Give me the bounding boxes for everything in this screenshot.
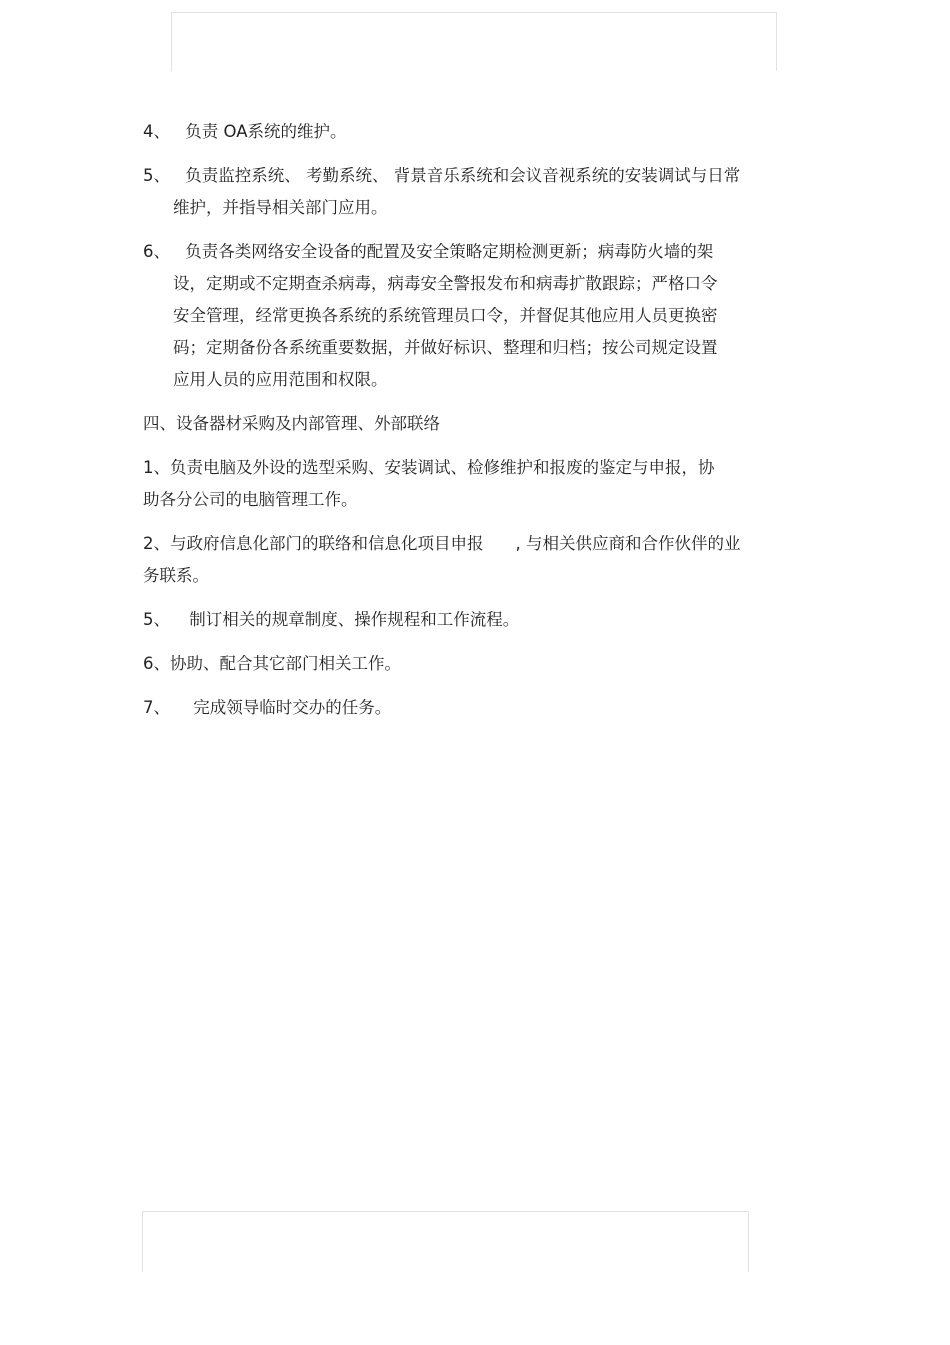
line: 应用人员的应用范围和权限。 xyxy=(173,370,388,389)
list-item-6 xyxy=(143,236,793,396)
line: 6、协助、配合其它部门相关工作。 xyxy=(143,654,401,673)
list-item-5 xyxy=(143,160,793,224)
document-body xyxy=(143,116,793,736)
list-item-b2 xyxy=(143,528,793,592)
item-text: 完成领导临时交办的任务。 xyxy=(193,698,392,717)
list-item-b6 xyxy=(143,648,793,680)
list-item-b5 xyxy=(143,604,793,636)
line: 1、负责电脑及外设的选型采购、安装调试、检修维护和报废的鉴定与申报，协 xyxy=(143,458,715,477)
list-item-4 xyxy=(143,116,793,148)
item-text: 负责监控系统、 考勤系统、 背景音乐系统和会议音视系统的安装调试与日常 xyxy=(185,166,741,185)
page-frame-bottom xyxy=(142,1211,749,1272)
line xyxy=(143,528,793,560)
line: 助各分公司的电脑管理工作。 xyxy=(143,490,358,509)
line xyxy=(143,116,793,148)
line xyxy=(143,160,793,192)
item-text: 负责 OA系统的维护。 xyxy=(185,122,347,141)
page-frame-top xyxy=(171,12,777,71)
list-item-b1 xyxy=(143,452,793,516)
line: 设，定期或不定期查杀病毒，病毒安全警报发布和病毒扩散跟踪；严格口令 xyxy=(173,274,718,293)
line-part: 2、与政府信息化部门的联络和信息化项目申报 xyxy=(143,534,484,553)
line: 安全管理，经常更换各系统的系统管理员口令，并督促其他应用人员更换密 xyxy=(173,306,718,325)
item-text: 负责各类网络安全设备的配置及安全策略定期检测更新；病毒防火墙的架 xyxy=(185,242,714,261)
item-number: 7、 xyxy=(143,698,170,717)
line xyxy=(143,692,793,724)
item-number: 4、 xyxy=(143,122,170,141)
line: 务联系。 xyxy=(143,566,209,585)
line-part: , 与相关供应商和合作伙伴的业 xyxy=(515,534,741,553)
section-heading: 四、设备器材采购及内部管理、外部联络 xyxy=(143,414,440,433)
line xyxy=(143,236,793,268)
item-number: 5、 xyxy=(143,166,170,185)
item-text: 制订相关的规章制度、操作规程和工作流程。 xyxy=(189,610,520,629)
list-item-b7 xyxy=(143,692,793,724)
line xyxy=(143,604,793,636)
item-number: 5、 xyxy=(143,610,170,629)
line: 码；定期备份各系统重要数据，并做好标识、整理和归档；按公司规定设置 xyxy=(173,338,718,357)
line: 维护，并指导相关部门应用。 xyxy=(173,198,388,217)
item-number: 6、 xyxy=(143,242,170,261)
